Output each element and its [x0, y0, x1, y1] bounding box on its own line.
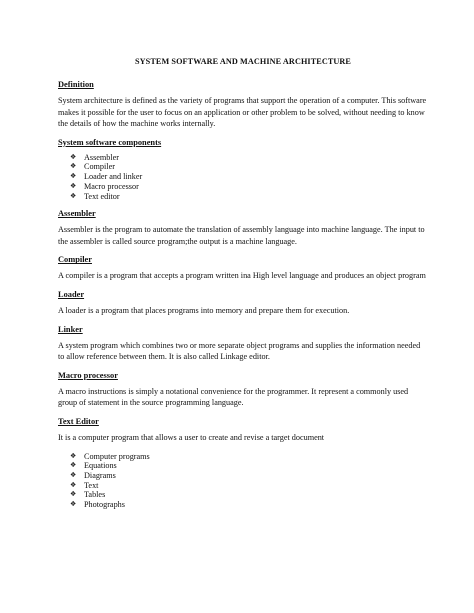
section-text-text-editor: It is a computer program that allows a user to create and revise a target document [58, 433, 325, 443]
list-item [70, 182, 428, 192]
list-item [70, 162, 428, 172]
list-item-label: Tables [84, 490, 106, 500]
document-title: SYSTEM SOFTWARE AND MACHINE ARCHITECTURE [135, 57, 351, 66]
diamond-bullet-icon: ❖ [70, 451, 77, 460]
components-list [70, 153, 428, 202]
list-item-label: Compiler [84, 162, 115, 172]
list-item-label: Computer programs [84, 451, 150, 461]
list-item [70, 490, 428, 500]
section-heading-linker: Linker [58, 324, 83, 334]
section-heading-text-editor: Text Editor [58, 417, 99, 427]
list-item-label: Equations [84, 461, 117, 471]
section-text-macro-processor: A macro instructions is simply a notational convenience for the programmer. It represent a commonly used group of statement in the source programming language. [58, 386, 409, 408]
section-text-loader: A loader is a program that places programs into memory and prepare them for execution. [58, 306, 350, 316]
section-text-linker: A system program which combines two or more separate object programs and supplies the information needed to allow reference between them. It is also called Linkage editor. [58, 340, 421, 362]
diamond-bullet-icon: ❖ [70, 172, 77, 181]
section-text-definition: System architecture is defined as the variety of programs that support the operation of a computer. This software makes it possible for the user to focus on an application or other problem to be solved, without needing to know the details of how the machine works internally. [58, 96, 427, 129]
diamond-bullet-icon: ❖ [70, 162, 77, 171]
section-heading-macro-processor: Macro processor [58, 370, 118, 380]
list-item [70, 471, 428, 481]
list-item [70, 153, 428, 163]
list-item-label: Assembler [84, 152, 120, 162]
list-item [70, 500, 428, 510]
diamond-bullet-icon: ❖ [70, 480, 77, 489]
diamond-bullet-icon: ❖ [70, 471, 77, 480]
section-heading-assembler: Assembler [58, 209, 96, 219]
diamond-bullet-icon: ❖ [70, 152, 77, 161]
section-text-compiler: A compiler is a program that accepts a program written ina High level language and produces an object program [58, 271, 426, 281]
text-editor-list [70, 452, 428, 510]
section-text-assembler: Assembler is the program to automate the translation of assembly language into machine language. The input to the assembler is called source program;the output is a machine language. [58, 225, 425, 246]
list-item [70, 192, 428, 202]
list-item [70, 481, 428, 491]
list-item [70, 452, 428, 462]
section-heading-components: System software components [58, 137, 162, 147]
section-heading-definition: Definition [58, 80, 94, 89]
diamond-bullet-icon: ❖ [70, 500, 77, 509]
diamond-bullet-icon: ❖ [70, 490, 77, 499]
section-heading-compiler: Compiler [58, 255, 92, 265]
list-item-label: Photographs [84, 500, 125, 510]
diamond-bullet-icon: ❖ [70, 191, 77, 200]
list-item [70, 172, 428, 182]
list-item [70, 461, 428, 471]
diamond-bullet-icon: ❖ [70, 461, 77, 470]
list-item-label: Text editor [84, 191, 120, 201]
section-heading-loader: Loader [58, 290, 85, 300]
list-item-label: Text [84, 480, 99, 490]
diamond-bullet-icon: ❖ [70, 181, 77, 190]
list-item-label: Macro processor [84, 181, 139, 191]
list-item-label: Loader and linker [84, 172, 143, 182]
list-item-label: Diagrams [84, 471, 116, 481]
